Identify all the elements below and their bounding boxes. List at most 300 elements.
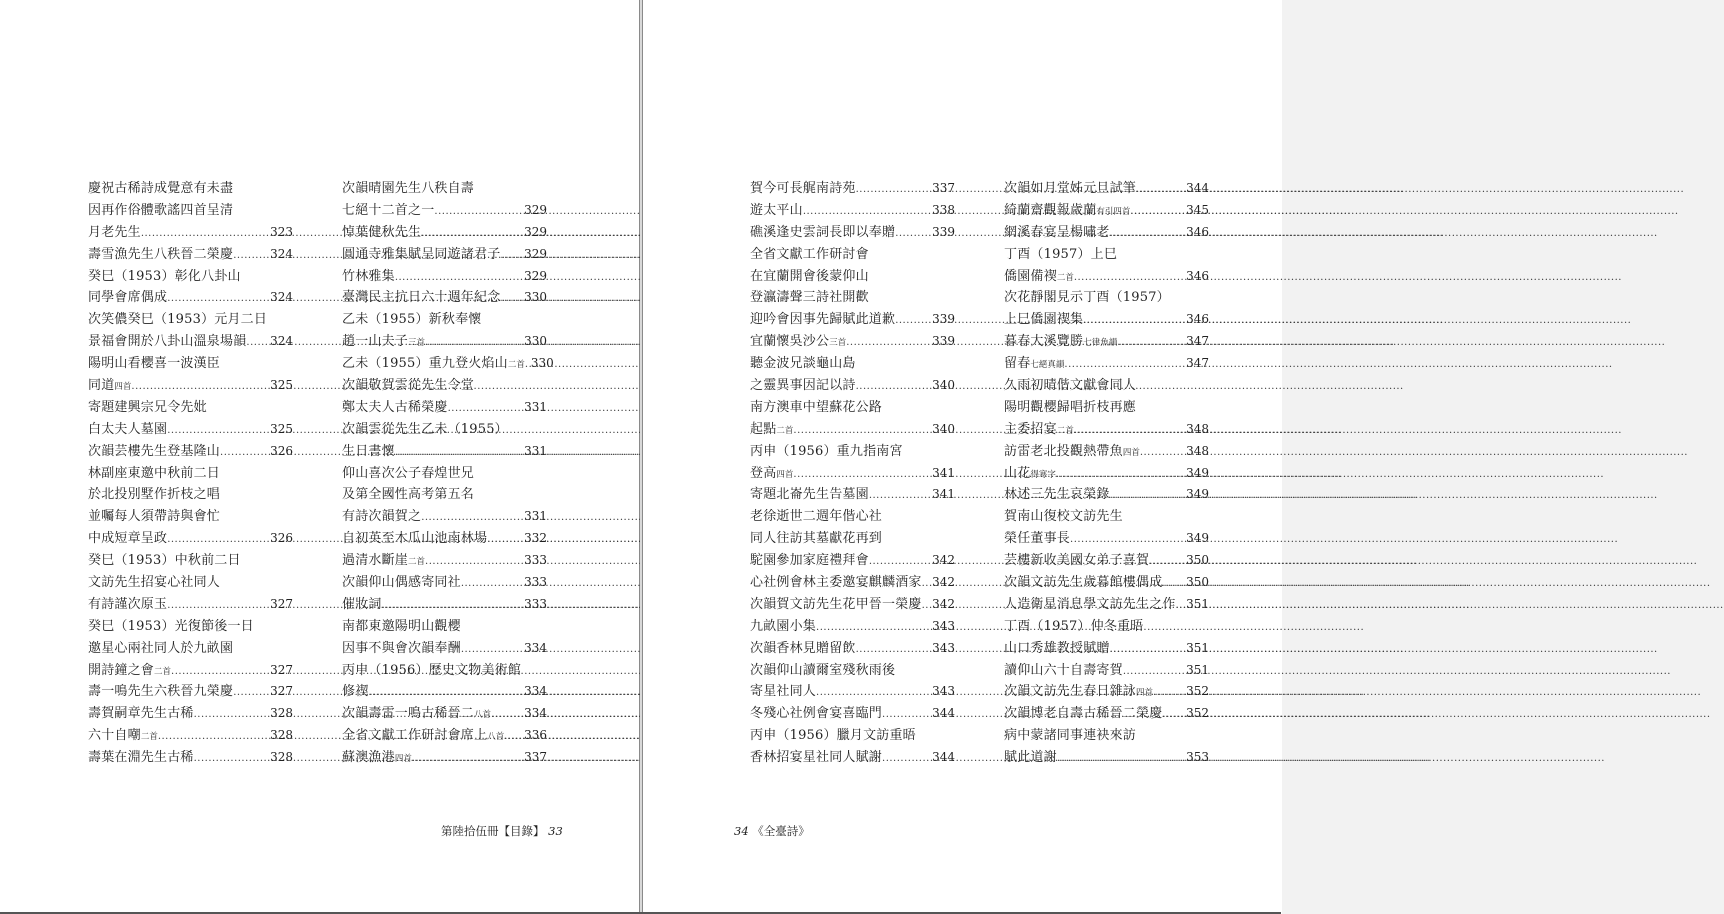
entry-title: 心社例會林主委邀宴麒麟酒家 — [750, 575, 922, 591]
toc-entry — [342, 200, 547, 222]
entry-title: 同學會席偶成 — [88, 290, 168, 306]
entry-page-number: 334 — [524, 640, 547, 655]
entry-title: 生日書懷 — [342, 443, 395, 459]
entry-note: 二首 — [154, 666, 172, 677]
toc-entry — [1004, 747, 1209, 769]
entry-title: 修禊 — [342, 684, 369, 700]
entry-note: 二首 — [140, 732, 158, 743]
entry-page-number: 340 — [932, 378, 955, 393]
toc-entry — [88, 222, 293, 244]
entry-title: 竹林雅集 — [342, 268, 395, 284]
dot-leader — [448, 398, 524, 420]
entry-title: 白太夫人墓園 — [88, 421, 168, 437]
entry-title: 過清水斷崖 — [342, 553, 409, 569]
toc-entry — [1004, 419, 1209, 441]
toc-entry — [88, 572, 293, 594]
entry-title: 次韻雲從先生乙未（1955） — [342, 421, 508, 437]
entry-note: 四首 — [1122, 447, 1140, 458]
toc-entry — [750, 572, 955, 594]
entry-title: 次韻賀文訪先生花甲晉一榮慶 — [750, 596, 922, 612]
page-footer — [734, 823, 810, 839]
toc-entry — [750, 747, 955, 769]
toc-entry — [1004, 550, 1209, 572]
entry-page-number: 325 — [270, 421, 293, 436]
dot-leader — [882, 704, 932, 726]
entry-title: 及第全國性高考第五名 — [342, 487, 475, 503]
toc-entry — [342, 331, 547, 353]
entry-page-number: 346 — [1186, 312, 1209, 327]
entry-page-number: 324 — [270, 246, 293, 261]
entry-title: 慶祝古稀詩成覺意有未盡 — [88, 181, 234, 196]
entry-title: 同人往訪其墓獻花再到 — [750, 531, 883, 547]
entry-page-number: 342 — [932, 553, 955, 568]
dot-leader — [846, 332, 932, 354]
entry-title: 寄題建興宗兄令先妣 — [88, 399, 207, 415]
entry-page-number: 343 — [932, 640, 955, 655]
toc-entry — [750, 178, 955, 200]
dot-leader — [1130, 201, 1186, 223]
toc-entry — [88, 638, 293, 660]
entry-page-number: 352 — [1186, 706, 1209, 721]
entry-title: 文訪先生招宴心社同人 — [88, 575, 221, 591]
entry-title: 主委招宴 — [1004, 421, 1057, 437]
entry-title: 陽明觀櫻歸唱折枝再應 — [1004, 399, 1137, 415]
entry-title: 因再作俗體歌謠四首呈清 — [88, 202, 234, 218]
dot-leader — [1074, 267, 1186, 289]
dot-leader — [167, 420, 270, 442]
dot-leader — [803, 201, 932, 223]
toc-entry — [1004, 200, 1209, 222]
entry-title: 月老先生 — [88, 224, 141, 240]
entry-title: 南都東邀陽明山觀櫻 — [342, 618, 461, 634]
entry-note: 二首 — [776, 425, 794, 436]
entry-title: 丁酉（1957）仲冬重晤 — [1004, 618, 1144, 634]
entry-note: 四首 — [114, 382, 132, 393]
entry-title: 癸巳（1953）光復節後一日 — [88, 618, 254, 634]
entry-title: 丙申（1956）歷史文物美術館 — [342, 662, 522, 678]
entry-page-number: 331 — [524, 509, 547, 524]
dot-leader — [487, 529, 524, 551]
entry-page-number: 324 — [270, 334, 293, 349]
entry-note: 八首 — [487, 732, 505, 743]
dot-leader — [368, 682, 524, 704]
dot-leader — [1110, 639, 1186, 661]
entry-page-number: 332 — [524, 531, 547, 546]
entry-page-number: 347 — [1186, 356, 1209, 371]
dot-leader — [1056, 464, 1186, 486]
page-footer — [441, 823, 563, 839]
entry-title: 之靈異事因記以詩 — [750, 378, 856, 394]
toc-entry — [1004, 353, 1209, 375]
toc-entry — [342, 616, 547, 638]
entry-title: 遊太平山 — [750, 202, 803, 218]
toc-entry — [750, 353, 955, 375]
toc-column — [88, 178, 293, 769]
entry-page-number: 334 — [524, 706, 547, 721]
entry-page-number: 344 — [1186, 181, 1209, 195]
toc-entry — [342, 747, 547, 769]
entry-page-number: 338 — [932, 202, 955, 217]
toc-entry — [1004, 397, 1209, 419]
toc-entry — [750, 287, 955, 309]
dot-leader — [194, 748, 270, 770]
dot-leader — [412, 748, 524, 770]
entry-page-number: 334 — [524, 684, 547, 699]
entry-page-number: 350 — [1186, 553, 1209, 568]
entry-page-number: 324 — [270, 290, 293, 305]
toc-entry — [342, 550, 547, 572]
toc-entry — [750, 660, 955, 682]
toc-entry — [750, 550, 955, 572]
entry-title: 芸樓新收美國女弟子喜賀 — [1004, 553, 1150, 569]
entry-title: 邀星心兩社同人於九畝園 — [88, 640, 234, 656]
dot-leader — [395, 442, 524, 464]
entry-title: 網溪春宴呈楊嘯老 — [1004, 224, 1110, 240]
toc-entry — [342, 463, 547, 485]
entry-page-number: 340 — [932, 421, 955, 436]
toc-entry — [1004, 703, 1209, 725]
entry-title: 次韻仰山偶感寄同社 — [342, 575, 461, 591]
toc-entry — [88, 616, 293, 638]
entry-page-number: 349 — [1186, 487, 1209, 502]
entry-title: 南方澳車中望蘇花公路 — [750, 399, 883, 415]
toc-entry — [1004, 331, 1209, 353]
dot-leader — [793, 420, 932, 442]
entry-title: 在宜蘭開會後蒙仰山 — [750, 268, 869, 284]
toc-entry — [88, 660, 293, 682]
entry-page-number: 350 — [1186, 575, 1209, 590]
entry-page-number: 352 — [1186, 684, 1209, 699]
toc-entry — [342, 287, 547, 309]
toc-entry — [750, 638, 955, 660]
entry-page-number: 326 — [270, 443, 293, 458]
toc-entry — [750, 528, 955, 550]
dot-leader — [895, 310, 932, 332]
dot-leader — [869, 485, 932, 507]
entry-title: 臺灣民主抗日六十週年紀念 — [342, 290, 501, 306]
left-page — [0, 0, 640, 914]
toc-entry — [342, 441, 547, 463]
dot-leader — [793, 464, 932, 486]
entry-title: 蘇澳漁港 — [342, 750, 395, 766]
toc-entry — [342, 484, 547, 506]
entry-page-number: 351 — [1186, 640, 1209, 655]
entry-title: 於北投別墅作折枝之唱 — [88, 487, 221, 503]
toc-entry — [342, 375, 547, 397]
entry-page-number: 330 — [524, 334, 547, 349]
entry-page-number: 345 — [1186, 202, 1209, 217]
entry-title: 圓通寺雅集賦呈同遊諸君子 — [342, 246, 501, 262]
toc-entry — [342, 506, 547, 528]
dot-leader — [869, 551, 932, 573]
toc-entry — [750, 594, 955, 616]
entry-title: 久雨初晴偕文獻會同人 — [1004, 378, 1137, 394]
dot-leader — [856, 639, 932, 661]
entry-page-number: 327 — [270, 662, 293, 677]
entry-title: 有詩謹次原玉 — [88, 596, 168, 612]
toc-entry — [750, 506, 955, 528]
toc-entry — [88, 244, 293, 266]
entry-page-number: 347 — [1186, 334, 1209, 349]
toc-entry — [88, 353, 293, 375]
toc-entry — [342, 638, 547, 660]
dot-leader — [131, 376, 270, 398]
entry-title: 有詩次韻賀之 — [342, 509, 422, 525]
entry-title: 開詩鐘之會 — [88, 662, 155, 678]
dot-leader — [382, 595, 524, 617]
entry-title: 綺蘭齋觀報歲蘭 — [1004, 202, 1097, 218]
entry-title: 全省文獻工作研討會席上 — [342, 728, 488, 744]
entry-title: 林副座東邀中秋前二日 — [88, 465, 221, 481]
entry-page-number: 327 — [270, 684, 293, 699]
toc-entry — [88, 309, 293, 331]
entry-title: 次韻博老自壽古稀晉二榮慶 — [1004, 706, 1163, 722]
dot-leader — [1117, 332, 1186, 354]
entry-title: 七絕十二首之一 — [342, 202, 435, 218]
entry-title: 次韻仰山讀爾室殘秋雨後 — [750, 662, 896, 678]
entry-page-number: 343 — [932, 684, 955, 699]
entry-note: 四首 — [394, 754, 412, 765]
toc-entry — [342, 419, 547, 441]
toc-entry — [750, 703, 955, 725]
entry-title: 仰山喜次公子春煌世兄 — [342, 465, 475, 481]
entry-title: 次韻香林見贈留飲 — [750, 640, 856, 656]
entry-title: 壽一鳴先生六秩晉九榮慶 — [88, 684, 234, 700]
entry-title: 次韻如月堂姊元旦試筆 — [1004, 181, 1137, 196]
dot-leader — [461, 639, 524, 661]
entry-title: 山口秀雄教授賦贈 — [1004, 640, 1110, 656]
entry-title: 趙一山夫子 — [342, 334, 409, 350]
entry-title: 登瀛濤聲三詩社開歡 — [750, 290, 869, 306]
toc-entry — [88, 484, 293, 506]
entry-title: 全省文獻工作研討會 — [750, 246, 869, 262]
entry-page-number: 349 — [1186, 531, 1209, 546]
entry-note: 四首 — [1136, 688, 1154, 699]
dot-leader — [1123, 661, 1186, 683]
entry-title: 並囑每人須帶詩與會忙 — [88, 509, 221, 525]
dot-leader — [434, 201, 524, 223]
toc-entry — [88, 375, 293, 397]
toc-entry — [1004, 660, 1209, 682]
entry-title: 山花 — [1004, 465, 1031, 481]
dot-leader — [167, 529, 270, 551]
toc-entry — [1004, 528, 1209, 550]
dot-leader — [1057, 748, 1186, 770]
entry-title: 乙未（1955）新秋奉懷 — [342, 312, 482, 328]
entry-page-number: 329 — [524, 246, 547, 261]
entry-title: 因事不與會次韻奉酬 — [342, 640, 461, 656]
toc-entry — [750, 463, 955, 485]
entry-page-number: 337 — [932, 181, 955, 195]
dot-leader — [425, 551, 524, 573]
entry-title: 丙申（1956）重九指南宮 — [750, 443, 903, 459]
entry-title: 六十自嘲 — [88, 728, 141, 744]
entry-page-number: 353 — [1186, 750, 1209, 765]
entry-page-number: 336 — [524, 728, 547, 743]
entry-page-number: 328 — [270, 750, 293, 765]
entry-note: 七絕真韻 — [1030, 360, 1065, 371]
entry-page-number: 342 — [932, 596, 955, 611]
dot-leader — [167, 595, 270, 617]
entry-page-number: 341 — [932, 465, 955, 480]
entry-title: 僑園備禊 — [1004, 268, 1057, 284]
entry-title: 丙申（1956）臘月文訪重晤 — [750, 728, 916, 744]
entry-page-number: 346 — [1186, 268, 1209, 283]
toc-entry — [88, 441, 293, 463]
entry-page-number: 344 — [932, 750, 955, 765]
entry-title: 香林招宴星社同人賦謝 — [750, 750, 883, 766]
toc-entry — [750, 309, 955, 331]
toc-entry — [750, 244, 955, 266]
toc-column — [342, 178, 554, 769]
toc-entry — [88, 747, 293, 769]
toc-entry — [88, 178, 293, 200]
toc-entry — [750, 331, 955, 353]
entry-title: 讀仰山六十自壽寄賀 — [1004, 662, 1123, 678]
entry-title: 迎吟會因事先歸賦此道歉 — [750, 312, 896, 328]
toc-entry — [1004, 222, 1209, 244]
toc-entry — [1004, 484, 1209, 506]
entry-page-number: 331 — [524, 399, 547, 414]
entry-title: 次笑儂癸巳（1953）元月二日 — [88, 312, 268, 328]
entry-title: 次韻敬賀雲從先生令堂 — [342, 378, 475, 394]
dot-leader — [882, 748, 932, 770]
toc-entry — [342, 725, 547, 747]
entry-title: 登高 — [750, 465, 777, 481]
dot-leader — [1140, 442, 1186, 464]
entry-title: 訪雷老北投觀熱帶魚 — [1004, 443, 1123, 459]
entry-title: 次花靜閣見示丁酉（1957） — [1004, 290, 1170, 306]
entry-note: 二首 — [408, 557, 426, 568]
dot-leader — [922, 595, 932, 617]
entry-page-number: 326 — [270, 531, 293, 546]
dot-leader — [425, 332, 524, 354]
dot-leader — [895, 223, 932, 245]
entry-title: 暮春大溪覽勝 — [1004, 334, 1084, 350]
entry-page-number: 339 — [932, 224, 955, 239]
toc-entry — [750, 222, 955, 244]
entry-page-number: 342 — [932, 575, 955, 590]
dot-leader — [171, 661, 270, 683]
toc-entry — [750, 681, 955, 703]
entry-page-number: 348 — [1186, 421, 1209, 436]
footer-label: 《全臺詩》 — [752, 824, 810, 838]
toc-entry — [88, 528, 293, 550]
entry-page-number: 333 — [524, 553, 547, 568]
dot-leader — [220, 442, 270, 464]
dot-leader — [1110, 485, 1186, 507]
entry-title: 陽明山看櫻喜一波漢臣 — [88, 356, 221, 372]
dot-leader — [246, 332, 270, 354]
toc-entry — [1004, 375, 1209, 397]
entry-title: 壽葉在淵先生古稀 — [88, 750, 194, 766]
entry-note: 二首 — [1056, 425, 1074, 436]
toc-entry — [750, 441, 955, 463]
dot-leader — [816, 682, 932, 704]
entry-title: 人造衛星消息學文訪先生之作 — [1004, 596, 1176, 612]
entry-note: 三首 — [829, 338, 847, 349]
toc-entry — [1004, 725, 1209, 747]
toc-entry — [342, 244, 547, 266]
toc-entry — [342, 397, 547, 419]
toc-entry — [88, 550, 293, 572]
entry-title: 宜蘭懷吳沙公 — [750, 334, 830, 350]
toc-entry — [342, 572, 547, 594]
toc-entry — [1004, 681, 1209, 703]
toc-entry — [1004, 441, 1209, 463]
toc-entry — [342, 309, 547, 331]
entry-title: 次韻芸樓先生登基隆山 — [88, 443, 221, 459]
entry-page-number: 344 — [932, 706, 955, 721]
entry-note: 八首 — [474, 710, 492, 721]
toc-entry — [88, 725, 293, 747]
dot-leader — [1064, 354, 1186, 376]
entry-title: 老徐逝世二週年偕心社 — [750, 509, 883, 525]
entry-title: 壽賀嗣章先生古稀 — [88, 706, 194, 722]
toc-entry — [342, 681, 547, 703]
entry-page-number: 327 — [270, 596, 293, 611]
dot-leader — [233, 245, 270, 267]
toc-entry — [1004, 309, 1209, 331]
entry-title: 次韻文訪先生春日雜詠 — [1004, 684, 1137, 700]
toc-column — [750, 178, 955, 769]
entry-title: 悼葉健秋先生 — [342, 224, 422, 240]
dot-leader — [500, 245, 524, 267]
entry-page-number: 351 — [1186, 596, 1209, 611]
entry-title: 礁溪逢史雲詞長即以奉贈 — [750, 224, 896, 240]
dot-leader — [395, 267, 524, 289]
entry-page-number: 349 — [1186, 465, 1209, 480]
toc-entry — [88, 266, 293, 288]
toc-entry — [88, 681, 293, 703]
toc-entry — [342, 660, 547, 682]
entry-page-number: 323 — [270, 224, 293, 239]
entry-title: 賦此道謝 — [1004, 750, 1057, 766]
dot-leader — [421, 507, 524, 529]
toc-entry — [342, 703, 547, 725]
entry-page-number: 341 — [932, 487, 955, 502]
entry-title: 寄題北崙先生告墓園 — [750, 487, 869, 503]
entry-title: 起點 — [750, 421, 777, 437]
entry-page-number: 329 — [524, 224, 547, 239]
toc-entry — [342, 594, 547, 616]
dot-leader — [491, 704, 524, 726]
dot-leader — [194, 704, 270, 726]
toc-entry — [1004, 244, 1209, 266]
page-number: 34 — [734, 824, 749, 838]
dot-leader — [856, 376, 932, 398]
footer-label: 第陸拾伍冊【目錄】 — [441, 824, 545, 838]
entry-title: 次韻晴園先生八秩自壽 — [342, 181, 475, 196]
dot-leader — [1070, 529, 1186, 551]
entry-page-number: 328 — [270, 706, 293, 721]
toc-entry — [750, 484, 955, 506]
toc-entry — [88, 200, 293, 222]
dot-leader — [1162, 704, 1186, 726]
dot-leader — [856, 179, 932, 201]
entry-page-number: 325 — [270, 378, 293, 393]
entry-title: 次韻文訪先生歲暮館樓偶成 — [1004, 575, 1163, 591]
toc-entry — [342, 266, 547, 288]
toc-entry — [1004, 506, 1209, 528]
dot-leader — [1136, 179, 1186, 201]
dot-leader — [1149, 551, 1186, 573]
entry-page-number: 351 — [1186, 662, 1209, 677]
entry-page-number: 331 — [524, 443, 547, 458]
entry-title: 自初英至木瓜山池南林場 — [342, 531, 488, 547]
entry-title: 留春 — [1004, 356, 1031, 372]
toc-entry — [342, 353, 554, 375]
